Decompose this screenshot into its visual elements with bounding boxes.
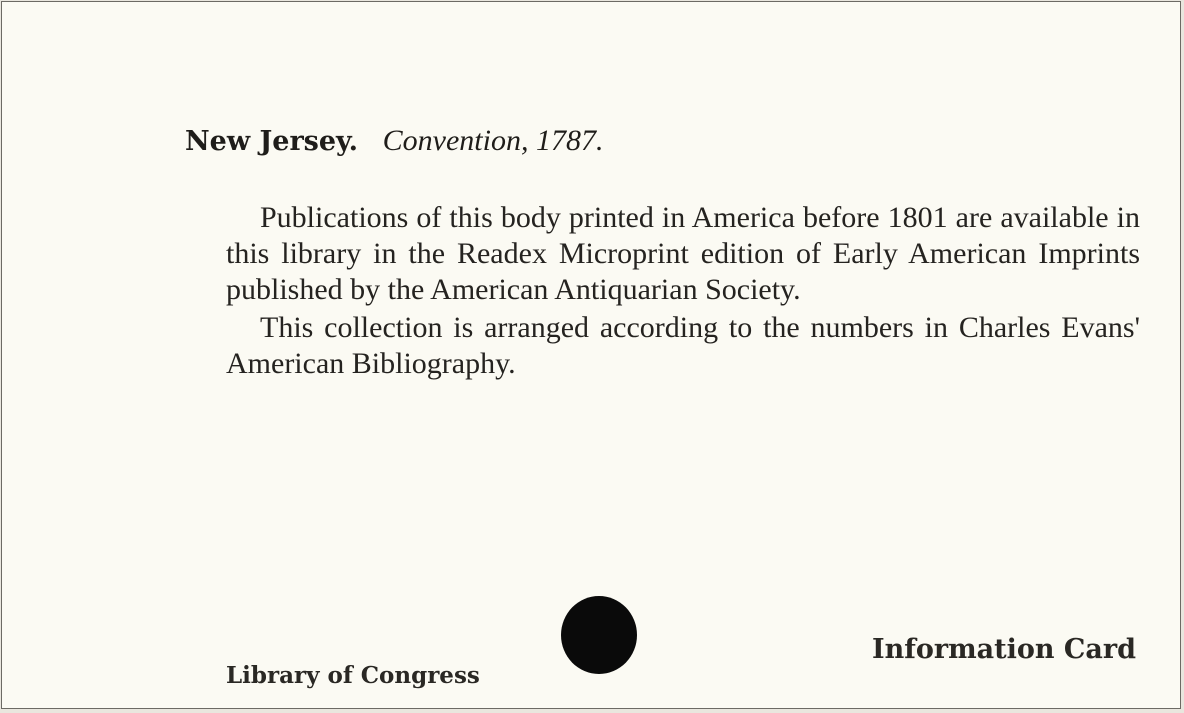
punch-hole [561, 596, 637, 674]
paragraph-publications: Publications of this body printed in America before 1801 are available in this library in the Readex Microprint edition of Early American Imprints published by the American Antiquarian Society. [226, 201, 1140, 306]
paragraph-collection: This collection is arranged according to the numbers in Charles Evans' American Bibliography. [226, 311, 1140, 380]
heading-main: New Jersey. [185, 126, 359, 157]
heading-subtitle: Convention, 1787. [382, 124, 604, 157]
card-heading [185, 120, 603, 163]
footer-card-type: Information Card [871, 634, 1136, 665]
footer-library: Library of Congress [226, 662, 480, 689]
catalog-card [1, 1, 1181, 709]
card-body [226, 200, 1140, 382]
